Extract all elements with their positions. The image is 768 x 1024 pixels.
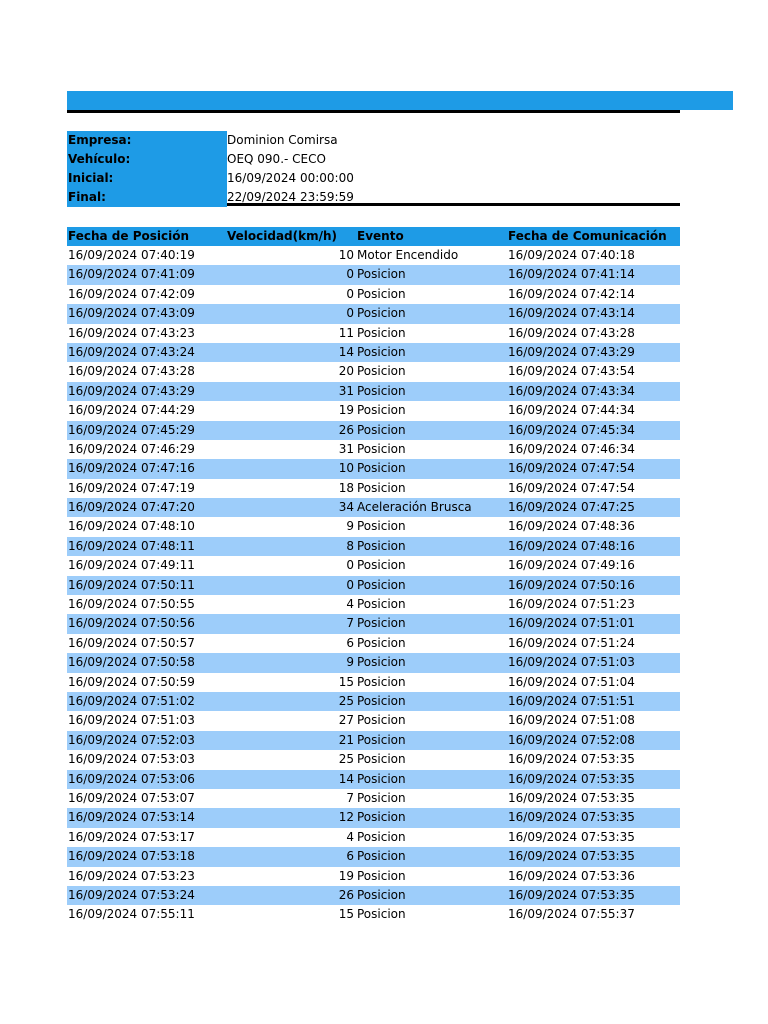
- table-row: [67, 556, 680, 575]
- cell-evento: Posicion: [357, 907, 406, 922]
- table-body: [67, 246, 680, 925]
- table-row: [67, 692, 680, 711]
- cell-fecha-comunicacion: 16/09/2024 07:48:16: [508, 538, 635, 553]
- cell-fecha-comunicacion: 16/09/2024 07:51:08: [508, 713, 635, 728]
- cell-velocidad: 25: [338, 693, 354, 708]
- cell-velocidad: 19: [338, 868, 354, 883]
- table-row: [67, 595, 680, 614]
- cell-velocidad: 15: [338, 674, 354, 689]
- table-row: [67, 537, 680, 556]
- cell-fecha-comunicacion: 16/09/2024 07:41:14: [508, 267, 635, 282]
- cell-velocidad: 9: [346, 655, 354, 670]
- table-row: [67, 750, 680, 769]
- cell-evento: Posicion: [357, 597, 406, 612]
- cell-evento: Posicion: [357, 344, 406, 359]
- vehiculo-label: Vehículo:: [67, 150, 227, 169]
- cell-fecha-posicion: 16/09/2024 07:50:59: [68, 674, 195, 689]
- cell-fecha-comunicacion: 16/09/2024 07:53:36: [508, 868, 635, 883]
- cell-fecha-comunicacion: 16/09/2024 07:51:23: [508, 597, 635, 612]
- empresa-label: Empresa:: [67, 131, 227, 150]
- table-row: [67, 711, 680, 730]
- cell-fecha-posicion: 16/09/2024 07:50:55: [68, 597, 195, 612]
- cell-fecha-comunicacion: 16/09/2024 07:43:54: [508, 364, 635, 379]
- cell-fecha-posicion: 16/09/2024 07:53:23: [68, 868, 195, 883]
- inicial-value: 16/09/2024 00:00:00: [227, 171, 354, 185]
- cell-fecha-posicion: 16/09/2024 07:50:11: [68, 577, 195, 592]
- empresa-value: Dominion Comirsa: [227, 133, 338, 147]
- cell-velocidad: 0: [346, 286, 354, 301]
- header-fecha-comunicacion: Fecha de Comunicación: [508, 229, 667, 243]
- cell-evento: Posicion: [357, 480, 406, 495]
- table-row: [67, 808, 680, 827]
- cell-evento: Posicion: [357, 849, 406, 864]
- cell-fecha-comunicacion: 16/09/2024 07:43:29: [508, 344, 635, 359]
- cell-fecha-posicion: 16/09/2024 07:53:18: [68, 849, 195, 864]
- table-row: [67, 362, 680, 381]
- cell-fecha-comunicacion: 16/09/2024 07:47:54: [508, 461, 635, 476]
- cell-fecha-comunicacion: 16/09/2024 07:53:35: [508, 849, 635, 864]
- cell-fecha-comunicacion: 16/09/2024 07:50:16: [508, 577, 635, 592]
- cell-evento: Posicion: [357, 286, 406, 301]
- cell-fecha-posicion: 16/09/2024 07:40:19: [68, 248, 195, 262]
- cell-velocidad: 26: [338, 887, 354, 902]
- cell-fecha-posicion: 16/09/2024 07:43:23: [68, 325, 195, 340]
- cell-velocidad: 25: [338, 752, 354, 767]
- table-row: [67, 459, 680, 478]
- cell-fecha-comunicacion: 16/09/2024 07:49:16: [508, 558, 635, 573]
- cell-evento: Posicion: [357, 267, 406, 282]
- cell-fecha-comunicacion: 16/09/2024 07:47:25: [508, 500, 635, 515]
- table-row: [67, 653, 680, 672]
- table-row: [67, 847, 680, 866]
- report-info: [67, 110, 680, 206]
- table-row: [67, 517, 680, 536]
- cell-fecha-comunicacion: 16/09/2024 07:43:34: [508, 383, 635, 398]
- inicial-label: Inicial:: [67, 169, 227, 188]
- cell-fecha-comunicacion: 16/09/2024 07:48:36: [508, 519, 635, 534]
- cell-velocidad: 15: [338, 907, 354, 922]
- cell-velocidad: 4: [346, 829, 354, 844]
- cell-fecha-comunicacion: 16/09/2024 07:46:34: [508, 441, 635, 456]
- cell-fecha-comunicacion: 16/09/2024 07:55:37: [508, 907, 635, 922]
- cell-velocidad: 9: [346, 519, 354, 534]
- top-banner: [67, 91, 733, 110]
- cell-velocidad: 8: [346, 538, 354, 553]
- cell-evento: Posicion: [357, 383, 406, 398]
- table-row: [67, 673, 680, 692]
- table-row: [67, 382, 680, 401]
- cell-evento: Aceleración Brusca: [357, 500, 472, 515]
- cell-fecha-posicion: 16/09/2024 07:53:07: [68, 790, 195, 805]
- cell-velocidad: 18: [338, 480, 354, 495]
- final-label: Final:: [67, 188, 227, 207]
- info-row-final: [67, 188, 680, 207]
- cell-fecha-comunicacion: 16/09/2024 07:53:35: [508, 829, 635, 844]
- table-row: [67, 770, 680, 789]
- cell-fecha-posicion: 16/09/2024 07:53:17: [68, 829, 195, 844]
- cell-velocidad: 10: [338, 248, 354, 262]
- cell-fecha-comunicacion: 16/09/2024 07:45:34: [508, 422, 635, 437]
- cell-fecha-posicion: 16/09/2024 07:51:03: [68, 713, 195, 728]
- table-row: [67, 498, 680, 517]
- cell-evento: Posicion: [357, 364, 406, 379]
- cell-fecha-comunicacion: 16/09/2024 07:51:24: [508, 635, 635, 650]
- cell-evento: Posicion: [357, 655, 406, 670]
- header-evento: Evento: [357, 229, 404, 243]
- cell-fecha-comunicacion: 16/09/2024 07:53:35: [508, 887, 635, 902]
- cell-fecha-comunicacion: 16/09/2024 07:43:14: [508, 306, 635, 321]
- cell-evento: Posicion: [357, 306, 406, 321]
- cell-evento: Posicion: [357, 422, 406, 437]
- cell-fecha-posicion: 16/09/2024 07:55:11: [68, 907, 195, 922]
- cell-velocidad: 11: [338, 325, 354, 340]
- cell-fecha-posicion: 16/09/2024 07:53:06: [68, 771, 195, 786]
- cell-fecha-posicion: 16/09/2024 07:44:29: [68, 403, 195, 418]
- cell-fecha-posicion: 16/09/2024 07:53:24: [68, 887, 195, 902]
- cell-velocidad: 0: [346, 306, 354, 321]
- vehiculo-value: OEQ 090.- CECO: [227, 152, 326, 166]
- cell-evento: Posicion: [357, 558, 406, 573]
- table-row: [67, 789, 680, 808]
- cell-velocidad: 12: [338, 810, 354, 825]
- cell-velocidad: 4: [346, 597, 354, 612]
- cell-fecha-posicion: 16/09/2024 07:48:11: [68, 538, 195, 553]
- info-row-empresa: [67, 131, 680, 150]
- cell-fecha-comunicacion: 16/09/2024 07:53:35: [508, 810, 635, 825]
- cell-evento: Posicion: [357, 616, 406, 631]
- cell-evento: Posicion: [357, 441, 406, 456]
- header-velocidad: Velocidad(km/h): [227, 229, 338, 243]
- cell-velocidad: 26: [338, 422, 354, 437]
- cell-fecha-posicion: 16/09/2024 07:42:09: [68, 286, 195, 301]
- info-row-inicial: [67, 169, 680, 188]
- cell-fecha-posicion: 16/09/2024 07:53:14: [68, 810, 195, 825]
- header-fecha-posicion: Fecha de Posición: [68, 229, 189, 243]
- cell-velocidad: 31: [338, 383, 354, 398]
- cell-fecha-posicion: 16/09/2024 07:52:03: [68, 732, 195, 747]
- table-row: [67, 886, 680, 905]
- cell-evento: Motor Encendido: [357, 248, 459, 262]
- cell-fecha-posicion: 16/09/2024 07:47:20: [68, 500, 195, 515]
- cell-fecha-posicion: 16/09/2024 07:43:28: [68, 364, 195, 379]
- cell-evento: Posicion: [357, 713, 406, 728]
- cell-fecha-posicion: 16/09/2024 07:43:24: [68, 344, 195, 359]
- cell-velocidad: 14: [338, 344, 354, 359]
- cell-fecha-comunicacion: 16/09/2024 07:53:35: [508, 790, 635, 805]
- table-row: [67, 576, 680, 595]
- cell-velocidad: 6: [346, 635, 354, 650]
- table-row: [67, 246, 680, 265]
- table-row: [67, 440, 680, 459]
- cell-evento: Posicion: [357, 790, 406, 805]
- cell-fecha-posicion: 16/09/2024 07:43:09: [68, 306, 195, 321]
- cell-fecha-posicion: 16/09/2024 07:46:29: [68, 441, 195, 456]
- cell-evento: Posicion: [357, 810, 406, 825]
- cell-velocidad: 31: [338, 441, 354, 456]
- cell-fecha-posicion: 16/09/2024 07:41:09: [68, 267, 195, 282]
- table-header: [67, 227, 680, 246]
- cell-evento: Posicion: [357, 771, 406, 786]
- table-row: [67, 304, 680, 323]
- cell-velocidad: 19: [338, 403, 354, 418]
- cell-fecha-posicion: 16/09/2024 07:43:29: [68, 383, 195, 398]
- cell-fecha-comunicacion: 16/09/2024 07:42:14: [508, 286, 635, 301]
- table-row: [67, 634, 680, 653]
- cell-evento: Posicion: [357, 461, 406, 476]
- cell-fecha-comunicacion: 16/09/2024 07:51:01: [508, 616, 635, 631]
- cell-fecha-comunicacion: 16/09/2024 07:44:34: [508, 403, 635, 418]
- cell-evento: Posicion: [357, 403, 406, 418]
- cell-evento: Posicion: [357, 538, 406, 553]
- cell-fecha-posicion: 16/09/2024 07:47:19: [68, 480, 195, 495]
- cell-velocidad: 20: [338, 364, 354, 379]
- info-row-vehiculo: [67, 150, 680, 169]
- cell-fecha-posicion: 16/09/2024 07:50:58: [68, 655, 195, 670]
- cell-fecha-posicion: 16/09/2024 07:50:57: [68, 635, 195, 650]
- cell-fecha-comunicacion: 16/09/2024 07:51:51: [508, 693, 635, 708]
- cell-fecha-posicion: 16/09/2024 07:47:16: [68, 461, 195, 476]
- cell-fecha-comunicacion: 16/09/2024 07:43:28: [508, 325, 635, 340]
- table-row: [67, 731, 680, 750]
- cell-velocidad: 21: [338, 732, 354, 747]
- cell-evento: Posicion: [357, 674, 406, 689]
- cell-evento: Posicion: [357, 325, 406, 340]
- cell-velocidad: 0: [346, 267, 354, 282]
- table-row: [67, 479, 680, 498]
- cell-evento: Posicion: [357, 577, 406, 592]
- cell-velocidad: 7: [346, 790, 354, 805]
- cell-velocidad: 14: [338, 771, 354, 786]
- final-value: 22/09/2024 23:59:59: [227, 190, 354, 204]
- cell-velocidad: 0: [346, 577, 354, 592]
- cell-evento: Posicion: [357, 752, 406, 767]
- cell-velocidad: 0: [346, 558, 354, 573]
- cell-fecha-comunicacion: 16/09/2024 07:53:35: [508, 771, 635, 786]
- cell-evento: Posicion: [357, 887, 406, 902]
- table-row: [67, 905, 680, 924]
- cell-velocidad: 10: [338, 461, 354, 476]
- table-row: [67, 401, 680, 420]
- cell-evento: Posicion: [357, 732, 406, 747]
- table-row: [67, 421, 680, 440]
- table-row: [67, 265, 680, 284]
- cell-velocidad: 34: [338, 500, 354, 515]
- cell-fecha-posicion: 16/09/2024 07:53:03: [68, 752, 195, 767]
- cell-fecha-posicion: 16/09/2024 07:45:29: [68, 422, 195, 437]
- cell-velocidad: 27: [338, 713, 354, 728]
- cell-fecha-posicion: 16/09/2024 07:51:02: [68, 693, 195, 708]
- table-row: [67, 285, 680, 304]
- table-row: [67, 614, 680, 633]
- cell-velocidad: 6: [346, 849, 354, 864]
- cell-fecha-posicion: 16/09/2024 07:49:11: [68, 558, 195, 573]
- cell-fecha-comunicacion: 16/09/2024 07:53:35: [508, 752, 635, 767]
- cell-fecha-posicion: 16/09/2024 07:48:10: [68, 519, 195, 534]
- table-row: [67, 324, 680, 343]
- cell-evento: Posicion: [357, 635, 406, 650]
- table-row: [67, 828, 680, 847]
- cell-velocidad: 7: [346, 616, 354, 631]
- cell-fecha-comunicacion: 16/09/2024 07:51:04: [508, 674, 635, 689]
- cell-evento: Posicion: [357, 868, 406, 883]
- table-row: [67, 343, 680, 362]
- cell-fecha-comunicacion: 16/09/2024 07:40:18: [508, 248, 635, 262]
- cell-evento: Posicion: [357, 693, 406, 708]
- cell-fecha-comunicacion: 16/09/2024 07:52:08: [508, 732, 635, 747]
- cell-evento: Posicion: [357, 519, 406, 534]
- table-row: [67, 867, 680, 886]
- cell-fecha-comunicacion: 16/09/2024 07:51:03: [508, 655, 635, 670]
- cell-fecha-comunicacion: 16/09/2024 07:47:54: [508, 480, 635, 495]
- cell-fecha-posicion: 16/09/2024 07:50:56: [68, 616, 195, 631]
- cell-evento: Posicion: [357, 829, 406, 844]
